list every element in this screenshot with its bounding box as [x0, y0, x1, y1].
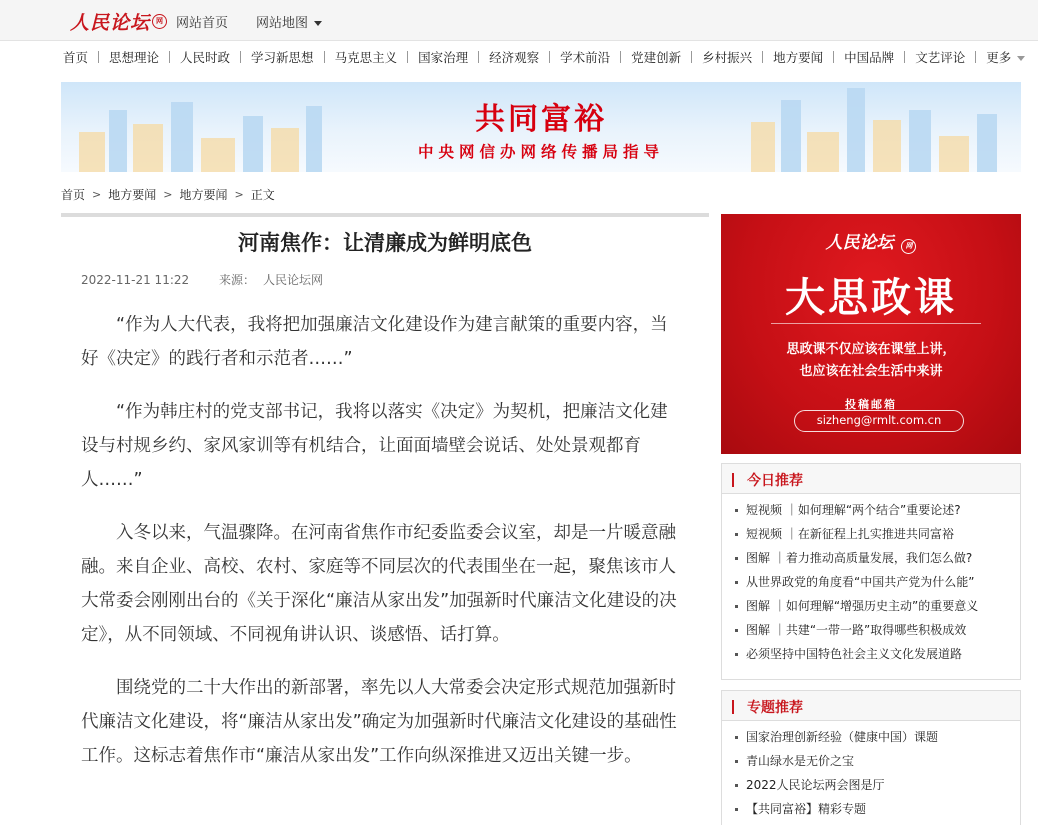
nav-divider [240, 51, 241, 63]
nav-divider [975, 51, 976, 63]
chevron-right-icon: > [234, 188, 244, 201]
breadcrumb-local-news-sub[interactable]: 地方要闻 [179, 188, 228, 202]
nav-divider [98, 51, 99, 63]
chevron-right-icon: > [92, 188, 102, 201]
nav-item-theory[interactable]: 思想理论 [109, 50, 160, 65]
top-bar [0, 0, 1038, 41]
article-paragraph: “作为人大代表，我将把加强廉洁文化建设作为建言献策的重要内容，当好《决定》的践行者和示范者……” [81, 315, 668, 369]
ad-title: 大思政课 [785, 274, 957, 321]
list-item[interactable]: 必须坚持中国特色社会主义文化发展道路 [734, 642, 1020, 666]
nav-divider [833, 51, 834, 63]
list-item[interactable]: 2022人民论坛两会图是厅 [734, 773, 1020, 797]
article-meta [81, 271, 323, 288]
ad-logo-text: 人民论坛 [825, 233, 894, 253]
nav-divider [478, 51, 479, 63]
nav-divider [620, 51, 621, 63]
nav-more-label: 更多 [986, 50, 1012, 65]
site-logo[interactable] [70, 8, 167, 34]
nav-item-local-news[interactable]: 地方要闻 [773, 50, 824, 65]
ad-mail-address: sizheng@rmlt.com.cn [794, 410, 964, 432]
nav-item-rural[interactable]: 乡村振兴 [702, 50, 753, 65]
logo-badge: 网 [152, 14, 167, 29]
article-title: 河南焦作：让清廉成为鲜明底色 [238, 230, 532, 255]
chevron-right-icon: > [163, 188, 173, 201]
list-item[interactable]: 【共同富裕】精彩专题 [734, 797, 1020, 821]
sitemap-dropdown[interactable] [256, 12, 322, 31]
breadcrumb [61, 186, 275, 203]
chevron-down-icon [314, 21, 322, 26]
nav-item-marxism[interactable]: 马克思主义 [334, 50, 398, 65]
breadcrumb-home[interactable]: 首页 [61, 188, 86, 202]
ad-text-line1: 思政课不仅应该在课堂上讲， [786, 342, 956, 357]
chevron-down-icon [1017, 56, 1025, 61]
banner-title: 共同富裕 [475, 102, 607, 137]
nav-item-party-building[interactable]: 党建创新 [631, 50, 682, 65]
list-item[interactable]: 短视频 ｜如何理解“两个结合”重要论述? [734, 498, 1020, 522]
article-date: 2022-11-21 11:22 [81, 273, 190, 287]
ad-banner-ideology-course[interactable] [721, 214, 1021, 454]
logo-text: 人民论坛 [70, 11, 151, 34]
nav-divider [407, 51, 408, 63]
today-recommend-list [722, 494, 1020, 666]
banner-common-prosperity[interactable] [61, 82, 1021, 172]
today-recommend-box [721, 463, 1021, 680]
box-heading: 今日推荐 [747, 473, 803, 489]
heading-accent-bar [732, 473, 734, 487]
site-home-link[interactable]: 网站首页 [176, 16, 229, 31]
list-item[interactable]: 青山绿水是无价之宝 [734, 749, 1020, 773]
nav-item-home[interactable]: 首页 [63, 50, 89, 65]
list-item[interactable]: 国家治理创新经验（健康中国）课题 [734, 725, 1020, 749]
article-source-link[interactable]: 人民论坛网 [262, 273, 323, 287]
ad-logo [721, 228, 1021, 254]
article-body [81, 308, 677, 792]
ad-logo-badge: 网 [901, 239, 916, 254]
nav-item-politics[interactable]: 人民时政 [180, 50, 231, 65]
nav-divider [904, 51, 905, 63]
nav-item-governance[interactable]: 国家治理 [418, 50, 469, 65]
nav-item-academic[interactable]: 学术前沿 [560, 50, 611, 65]
box-header [722, 464, 1020, 494]
list-item[interactable]: 从世界政党的角度看“中国共产党为什么能” [734, 570, 1020, 594]
ad-text-line2: 也应该在社会生活中来讲 [799, 364, 943, 379]
box-header [722, 691, 1020, 721]
list-item[interactable]: 图解 ｜如何理解“增强历史主动”的重要意义 [734, 594, 1020, 618]
list-item[interactable]: 图解 ｜着力推动高质量发展，我们怎么做? [734, 546, 1020, 570]
special-topics-box [721, 690, 1021, 825]
nav-item-more[interactable] [986, 48, 1025, 66]
article-paragraph: 入冬以来，气温骤降。在河南省焦作市纪委监委会议室，却是一片暖意融融。来自企业、高校、农村、家庭等不同层次的代表围坐在一起，聚焦该市人大常委会刚刚出台的《关于深化“廉洁从家出发”加强新时代廉洁文化建设的决定》，从不同领域、不同视角讲认识、谈感悟、话打算。 [81, 523, 677, 645]
list-item[interactable]: 短视频 ｜在新征程上扎实推进共同富裕 [734, 522, 1020, 546]
box-heading: 专题推荐 [747, 700, 803, 716]
breadcrumb-local-news[interactable]: 地方要闻 [108, 188, 157, 202]
article-paragraph: 围绕党的二十大作出的新部署，率先以人大常委会决定形式规范加强新时代廉洁文化建设，将“廉洁从家出发”确定为加强新时代廉洁文化建设的基础性工作。这标志着焦作市“廉洁从家出发”工作向纵深推进又迈出关键一步。 [81, 678, 677, 766]
nav-item-arts[interactable]: 文艺评论 [915, 50, 966, 65]
nav-divider [549, 51, 550, 63]
nav-divider [691, 51, 692, 63]
nav-item-economy[interactable]: 经济观察 [489, 50, 540, 65]
main-nav [63, 49, 1025, 65]
nav-divider [762, 51, 763, 63]
nav-item-brand[interactable]: 中国品牌 [844, 50, 895, 65]
ad-mail-label: 投稿邮箱 [845, 398, 897, 411]
heading-accent-bar [732, 700, 734, 714]
ad-divider [771, 323, 981, 324]
nav-divider [324, 51, 325, 63]
list-item[interactable]: 图解 ｜共建“一带一路”取得哪些积极成效 [734, 618, 1020, 642]
special-topics-list [722, 721, 1020, 821]
banner-subtitle: 中央网信办网络传播局指导 [417, 143, 664, 161]
sitemap-label: 网站地图 [256, 16, 309, 31]
article-paragraph: “作为韩庄村的党支部书记，我将以落实《决定》为契机，把廉洁文化建设与村规乡约、家风家训等有机结合，让面面墙壁会说话、处处景观都育人……” [81, 402, 668, 490]
nav-item-new-thought[interactable]: 学习新思想 [251, 50, 314, 65]
nav-divider [169, 51, 170, 63]
article-divider [61, 213, 709, 217]
breadcrumb-current: 正文 [250, 188, 275, 202]
source-label: 来源： [218, 273, 255, 287]
